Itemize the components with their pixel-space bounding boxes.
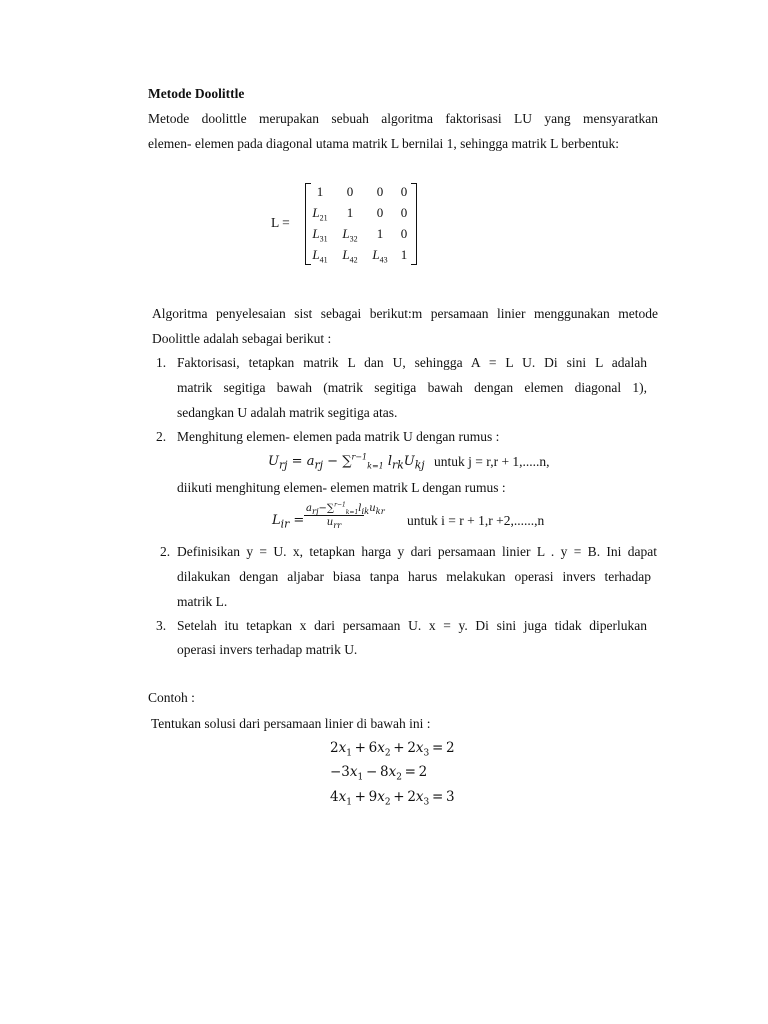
formula-l-lhs: $L_{ir}$ = — [272, 513, 305, 531]
matrix-label: L = — [271, 215, 290, 230]
matrix-cell: $L_{43}$ — [372, 247, 388, 265]
step-1-line-2: matrik segitiga bawah (matrik segitiga bawah dengan elemen diagonal 1), — [177, 380, 647, 395]
matrix-cell: 1 — [400, 247, 408, 262]
step-2b-line-2: dilakukan dengan aljabar biasa tanpa harus melakukan operasi invers terhadap — [177, 569, 651, 584]
step-2-number: 2. — [156, 429, 167, 444]
formula-u: $U_{rj} = a_{rj} - \sum^{r-1}_{k=1}$ $l_{rk}U_{kj}$ — [268, 452, 425, 472]
intro-line-2: elemen- elemen pada diagonal utama matrik L bernilai 1, sehingga matrik L berbentuk: — [148, 136, 619, 151]
page-title: Metode Doolittle — [148, 86, 245, 101]
matrix-cell: 0 — [376, 205, 384, 220]
step-3-line-2: operasi invers terhadap matrik U. — [177, 642, 358, 657]
formula-u-note: untuk j = r,r + 1,.....n, — [434, 454, 550, 469]
matrix-cell: 1 — [316, 184, 324, 199]
algorithm-line-2: Doolittle adalah sebagai berikut : — [152, 331, 332, 346]
algorithm-line-1: Algoritma penyelesaian sist sebagai berikut:m persamaan linier menggunakan metode — [152, 306, 658, 321]
matrix-cell: $L_{42}$ — [342, 247, 358, 265]
formula-l-fraction: $a_{rj}-\sum^{r-1}_{k=1}l_{ik}u_{kr}$ $u_{rr}$ — [306, 501, 385, 530]
matrix-cell: 0 — [400, 226, 408, 241]
step-2b-line-1: Definisikan y = U. x, tetapkan harga y dari persamaan linier L . y = B. Ini dapat — [177, 544, 657, 559]
matrix-cell: 0 — [400, 205, 408, 220]
matrix-cell: 0 — [346, 184, 354, 199]
step-1-line-1: Faktorisasi, tetapkan matrik L dan U, sehingga A = L U. Di sini L adalah — [177, 355, 647, 370]
matrix-cell: $L_{32}$ — [342, 226, 358, 244]
matrix-cell: 1 — [376, 226, 384, 241]
matrix-cell: 1 — [346, 205, 354, 220]
step-1-number: 1. — [156, 355, 167, 370]
matrix-cell: 0 — [376, 184, 384, 199]
step-1-line-3: sedangkan U adalah matrik segitiga atas. — [177, 405, 398, 420]
equation: $-3x_1 - 8x_2 = 2$ — [330, 764, 428, 783]
step-2-line-2: diikuti menghitung elemen- elemen matrik L dengan rumus : — [177, 480, 506, 495]
step-3-number: 3. — [156, 618, 167, 633]
intro-line-1: Metode doolittle merupakan sebuah algoritma faktorisasi LU yang mensyaratkan — [148, 111, 658, 126]
step-2b-line-3: matrik L. — [177, 594, 228, 609]
equation: $4x_1 + 9x_2 + 2x_3 = 3$ — [330, 789, 455, 808]
example-instruction: Tentukan solusi dari persamaan linier di bawah ini : — [151, 716, 431, 731]
equation: $2x_1 + 6x_2 + 2x_3 = 2$ — [330, 740, 455, 759]
step-3-line-1: Setelah itu tetapkan x dari persamaan U. x = y. Di sini juga tidak diperlukan — [177, 618, 647, 633]
step-2b-number: 2. — [160, 544, 171, 559]
matrix-cell: $L_{21}$ — [312, 205, 328, 223]
matrix-cell: $L_{41}$ — [312, 247, 328, 265]
example-heading: Contoh : — [148, 690, 195, 705]
formula-l-note: untuk i = r + 1,r +2,......,n — [407, 513, 545, 528]
matrix-l — [305, 183, 417, 265]
matrix-cell: 0 — [400, 184, 408, 199]
matrix-cell: $L_{31}$ — [312, 226, 328, 244]
step-2-line-1: Menghitung elemen- elemen pada matrik U dengan rumus : — [177, 429, 500, 444]
